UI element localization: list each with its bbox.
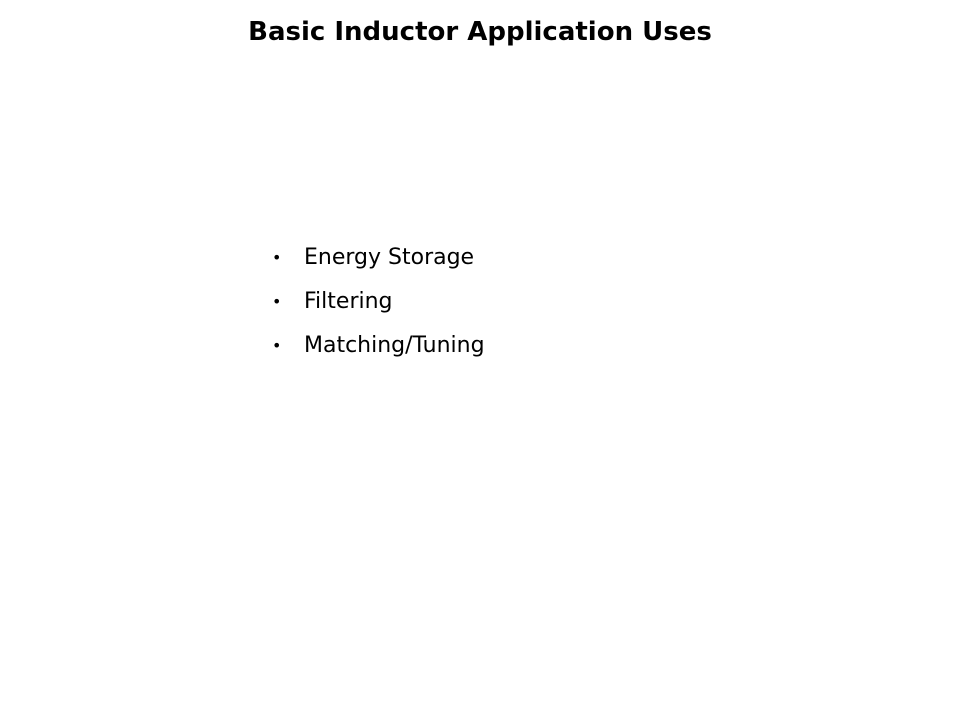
bullet-icon: • [272,292,282,311]
bullet-text-filtering: Filtering [304,289,393,314]
bullet-text-matching-tuning: Matching/Tuning [304,333,485,358]
list-item [272,324,485,368]
list-item [272,280,485,324]
bullet-list [272,236,485,368]
bullet-icon: • [272,336,282,355]
slide-title: Basic Inductor Application Uses [248,17,712,47]
bullet-icon: • [272,248,282,267]
bullet-text-energy-storage: Energy Storage [304,245,475,270]
list-item [272,236,485,280]
